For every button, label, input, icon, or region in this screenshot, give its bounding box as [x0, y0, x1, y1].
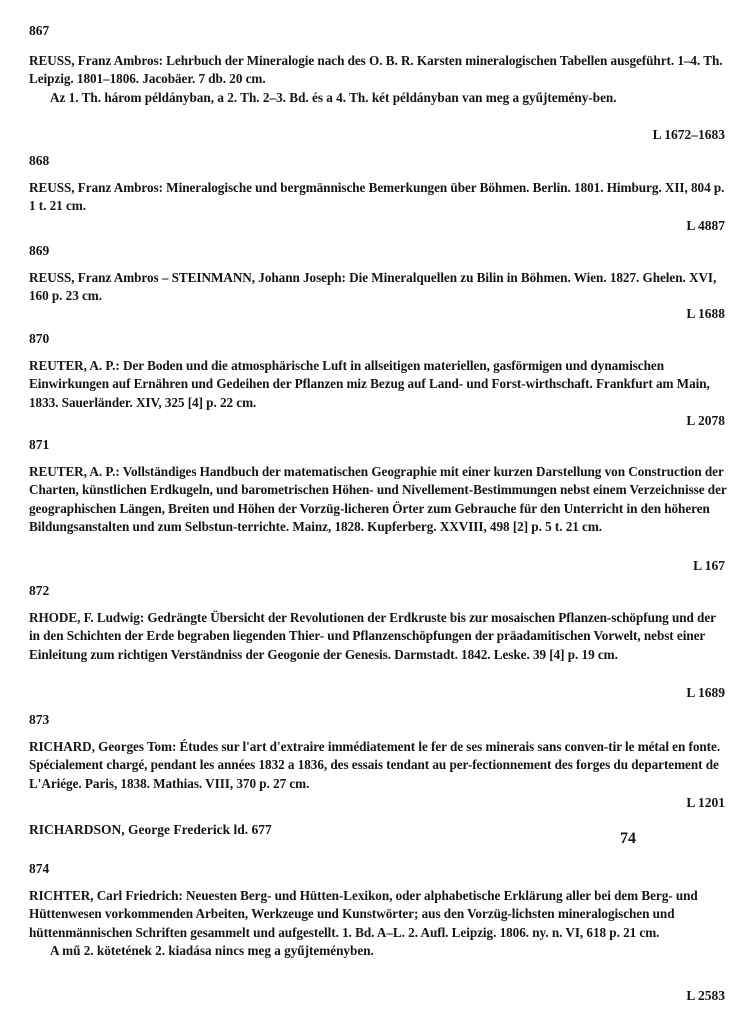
entry-869 [29, 242, 729, 306]
handwritten-mark: 74 [620, 830, 636, 847]
entry-number: 868 [29, 153, 50, 168]
entry-867 [29, 22, 729, 107]
entry-signature: L 2583 [686, 988, 725, 1003]
entry-number: 871 [29, 437, 50, 452]
entry-signature: L 4887 [686, 218, 725, 233]
entry-text: REUSS, Franz Ambros: Lehrbuch der Mineralogie nach des O. B. R. Karsten mineralogischen Tabellen ausgeführt. 1–4. Th. Leipzig. 1801–1806. Jacobäer. 7 db. 20 cm. [29, 53, 723, 87]
entry-signature: L 2078 [686, 413, 725, 428]
entry-number: 867 [29, 23, 50, 38]
entry-text: REUTER, A. P.: Der Boden und die atmosphärische Luft in allseitigen materiellen, gasförmigen und dynamischen Einwirkungen auf Ernähren und Gedeihen der Pflanzen miz Bezug auf Land- und Forst-wirthschaft. Frankfurt am Main, 1833. Sauerländer. XIV, 325 [4] p. 22 cm. [29, 358, 710, 410]
entry-text: REUTER, A. P.: Vollständiges Handbuch der matematischen Geographie mit einer kurzen Darstellung von Construction der Charten, künstlichen Erdkugeln, und barometrischen Höhen- und Nivellement-Bestimmungen nebst einem Verzeichnisse der geographischen Längen, Breiten und Höhen der Vorzüg-licheren Örter zum Gebrauche für den Unterricht in den höheren Bildungsanstalten und zum Selbstun-terrichte. Mainz, 1828. Kupferberg. XXVIII, 498 [2] p. 5 t. 21 cm. [29, 464, 727, 535]
entry-signature: L 1201 [686, 795, 725, 810]
entry-number: 869 [29, 243, 50, 258]
entry-note: A mű 2. kötetének 2. kiadása nincs meg a gyűjteményben. [50, 943, 374, 959]
entry-870 [29, 330, 729, 412]
entry-signature: L 1688 [686, 306, 725, 321]
cross-reference: RICHARDSON, George Frederick ld. 677 [29, 822, 272, 837]
entry-number: 870 [29, 331, 50, 346]
entry-868 [29, 152, 729, 216]
entry-872 [29, 582, 729, 664]
entry-874 [29, 860, 729, 961]
entry-text: RHODE, F. Ludwig: Gedrängte Übersicht der Revolutionen der Erdkruste bis zur mosaischen Pflanzen-schöpfung und der in den Schichten der Erde begraben liegenden Thier- und Pflanzenschöpfungen der präadamitischen Vorwelt, nebst einer Einleitung zum richtigen Verständniss der Geogonie der Genesis. Darmstadt. 1842. Leske. 39 [4] p. 19 cm. [29, 610, 716, 662]
entry-text: RICHARD, Georges Tom: Études sur l'art d'extraire immédiatement le fer de ses minerais sans conven-tir le métal en fonte. Spécialement chargé, pendant les années 1832 a 1836, des essais tendant au per-fectionnement des forges du departement de L'Ariége. Paris, 1838. Mathias. VIII, 370 p. 27 cm. [29, 739, 721, 791]
entry-871 [29, 436, 729, 537]
entry-signature: L 167 [693, 558, 725, 573]
entry-number: 873 [29, 712, 50, 727]
entry-signature: L 1689 [686, 685, 725, 700]
entry-number: 874 [29, 861, 50, 876]
entry-873 [29, 711, 729, 793]
entry-text: RICHTER, Carl Friedrich: Neuesten Berg- und Hütten-Lexikon, oder alphabetische Erklärung aller bei dem Berg- und Hüttenwesen vorkommenden Arbeiten, Werkzeuge und Kunstwörter; aus den Vorzüg-lichsten mineralogischen und hüttenmännischen Schriften gesammelt und aufgestellt. 1. Bd. A–L. 2. Aufl. Leipzig. 1806. ny. n. VI, 618 p. 21 cm. [29, 888, 698, 940]
entry-text: REUSS, Franz Ambros: Mineralogische und bergmännische Bemerkungen über Böhmen. Berlin. 1801. Himburg. XII, 804 p. 1 t. 21 cm. [29, 180, 725, 214]
entry-text: REUSS, Franz Ambros – STEINMANN, Johann Joseph: Die Mineralquellen zu Bilin in Böhmen. Wien. 1827. Ghelen. XVI, 160 p. 23 cm. [29, 270, 717, 304]
entry-note: Az 1. Th. három példányban, a 2. Th. 2–3. Bd. és a 4. Th. két példányban van meg a gyűjtemény-ben. [50, 89, 617, 105]
entry-signature: L 1672–1683 [652, 127, 725, 142]
entry-number: 872 [29, 583, 50, 598]
